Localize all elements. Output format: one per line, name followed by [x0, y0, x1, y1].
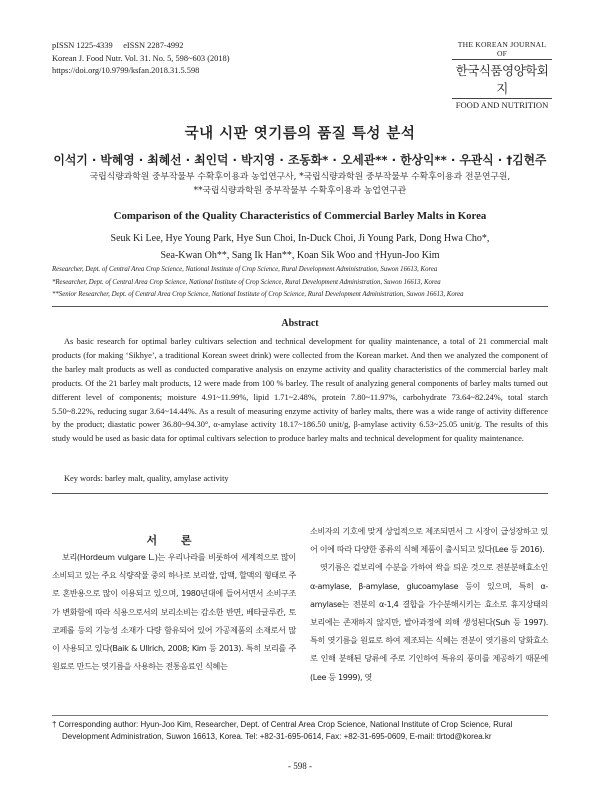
journal-rule-top [452, 59, 552, 60]
journal-name-ko: 한국식품영양학회지 [455, 63, 549, 96]
journal-logo [452, 40, 552, 110]
affiliation-korean-line: 국립식량과학원 중부작물부 수확후이용과 농업연구사, *국립식량과학원 중부작물부 수확후이용과 전문연구원, [89, 172, 511, 182]
doi-link[interactable]: https://doi.org/10.9799/ksfan.2018.31.5.598 [52, 66, 200, 76]
keywords: Key words: barley malt, quality, amylase activity [64, 474, 229, 483]
citation-line: Korean J. Food Nutr. Vol. 31. No. 5, 598~603 (2018) [52, 53, 230, 63]
section-heading-introduction: 서 론 [146, 534, 202, 547]
affiliations-korean [0, 170, 600, 198]
footnote-line: † Corresponding author: Hyun-Joo Kim, Researcher, Dept. of Central Area Crop Science, National Institute of Crop Science, Rural [52, 720, 513, 729]
intro-paragraph: 엿기름은 겉보리에 수분을 가하여 싹을 틔운 것으로 전분분해효소인 α-amylase, β-amylase, glucoamylase 등이 있으며, 특히 α-amylase는 전분의 α-1,4 결합을 가수분해시키는 효소로 휴지상태의 보리에는 존재하지 않지만, 발아과정에 의해 생성된다(Suh 등 1997). 특히 엿기름을 원료로 하여 제조되는 식혜는 전분이 엿기름의 당화효소로 인해 분해된 당류에 주로 기인하여 특유의 풍미를 제공하기 때문에(Lee 등 1999), 엿 [310, 562, 548, 682]
paper-title-korean: 국내 시판 엿기름의 품질 특성 분석 [184, 126, 416, 142]
journal-name-en-bottom: FOOD AND NUTRITION [455, 100, 549, 110]
divider-bottom [52, 493, 548, 494]
affiliation-english-line: *Researcher, Dept. of Central Area Crop Science, National Institute of Crop Science, Rural Development Administration, Suwon 16613, Korea [52, 278, 441, 286]
journal-rule-bottom [452, 98, 552, 99]
affiliations-english [52, 264, 548, 302]
footnote-line: Development Administration, Suwon 16613, Korea. Tel: +82-31-695-0614, Fax: +82-31-695-0609, E-mail: tlrtod@korea.kr [62, 732, 492, 742]
divider-top [52, 306, 548, 307]
issn-line: pISSN 1225-4339 eISSN 2287-4992 [52, 41, 184, 50]
authors-korean: 이석기 · 박혜영 · 최혜선 · 최인덕 · 박지영 · 조동화* · 오세관** · 한상익** · 우관식 · †김현주 [53, 153, 547, 167]
affiliation-english-line: **Senior Researcher, Dept. of Central Area Crop Science, National Institute of Crop Science, Rural Development Administration, Suwon 16613, Korea [52, 291, 464, 299]
affiliation-korean-line: **국립식량과학원 중부작물부 수확후이용과 농업연구관 [193, 186, 407, 196]
abstract-body: As basic research for optimal barley cultivars selection and technical development for quality maintenance, a total of 21 commercial malt products (for making ‘Sikhye’, a traditional Korean sweet drink) were collected from the Korean market. And then we analyzed the component of the barley malt products as well as conducted comparative analysis on enzyme activity and quality characteristics of the commercial barley malt products. Of the 21 barley malt products, 12 were made from 100 % barley. The result of analyzing general components of barley malts turned out different level of components; moisture 4.91~11.99%, lipid 1.71~2.48%, protein 7.80~11.97%, carbohydrate 73.64~82.24%, total starch 5.50~8.22%, reducing sugar 3.64~14.44%. As a result of measuring enzyme activity of barley malts, there was a wide range of activity difference by the product; diastatic power 36.80~94.30°, α-amylase activity 18.17~186.50 unit/g, β-amylase activity 6.53~25.05 unit/g. The results of this study would be used as basic data for optimal cultivars selection to produce barley malts and technical development for quality maintenance. [52, 337, 548, 444]
abstract-heading: Abstract [281, 318, 319, 329]
page-number: - 598 - [288, 761, 312, 771]
corresponding-author-footnote [52, 719, 548, 744]
authors-english-line: Seuk Ki Lee, Hye Young Park, Hye Sun Choi, In-Duck Choi, Ji Young Park, Dong Hwa Cho*, [110, 233, 490, 244]
journal-name-en-top: THE KOREAN JOURNAL OF [457, 40, 547, 58]
authors-english [60, 230, 540, 264]
paper-title-english: Comparison of the Quality Characteristics of Commercial Barley Malts in Korea [113, 210, 487, 222]
intro-paragraph: 보리(Hordeum vulgare L.)는 우리나라를 비롯하여 세계적으로 많이 소비되고 있는 주요 식량작물 중의 하나로 보리쌀, 압맥, 할맥의 형태로 주로 혼반용으로 많이 이용되고 있으며, 1980년대에 들어서면서 소비구조가 변화함에 따라 식용으로서의 보리소비는 감소한 반면, 베타글루칸, 토코페롤 등의 기능성 소재가 다량 함유되어 있어 가공제품의 소재로서 많이 사용되고 있다(Baik & Ullrich, 2008; Kim 등 2013). 특히 보리를 주원료로 만드는 엿기름을 사용하는 전통음료인 식혜는 [52, 552, 296, 672]
body-column-left [52, 548, 296, 675]
citation-header [52, 40, 230, 78]
footnote-divider [52, 715, 548, 716]
affiliation-english-line: Researcher, Dept. of Central Area Crop Science, National Institute of Crop Science, Rural Development Administration, Suwon 16613, Korea [52, 266, 438, 273]
body-column-right [310, 522, 548, 686]
authors-english-line: Sea-Kwan Oh**, Sang Ik Han**, Koan Sik Woo and †Hyun-Joo Kim [160, 250, 440, 261]
intro-paragraph: 소비자의 기호에 맞게 상업적으로 제조되면서 그 시장이 급성장하고 있어 이에 따라 다양한 종류의 식혜 제품이 출시되고 있다(Lee 등 2016). [310, 526, 548, 555]
